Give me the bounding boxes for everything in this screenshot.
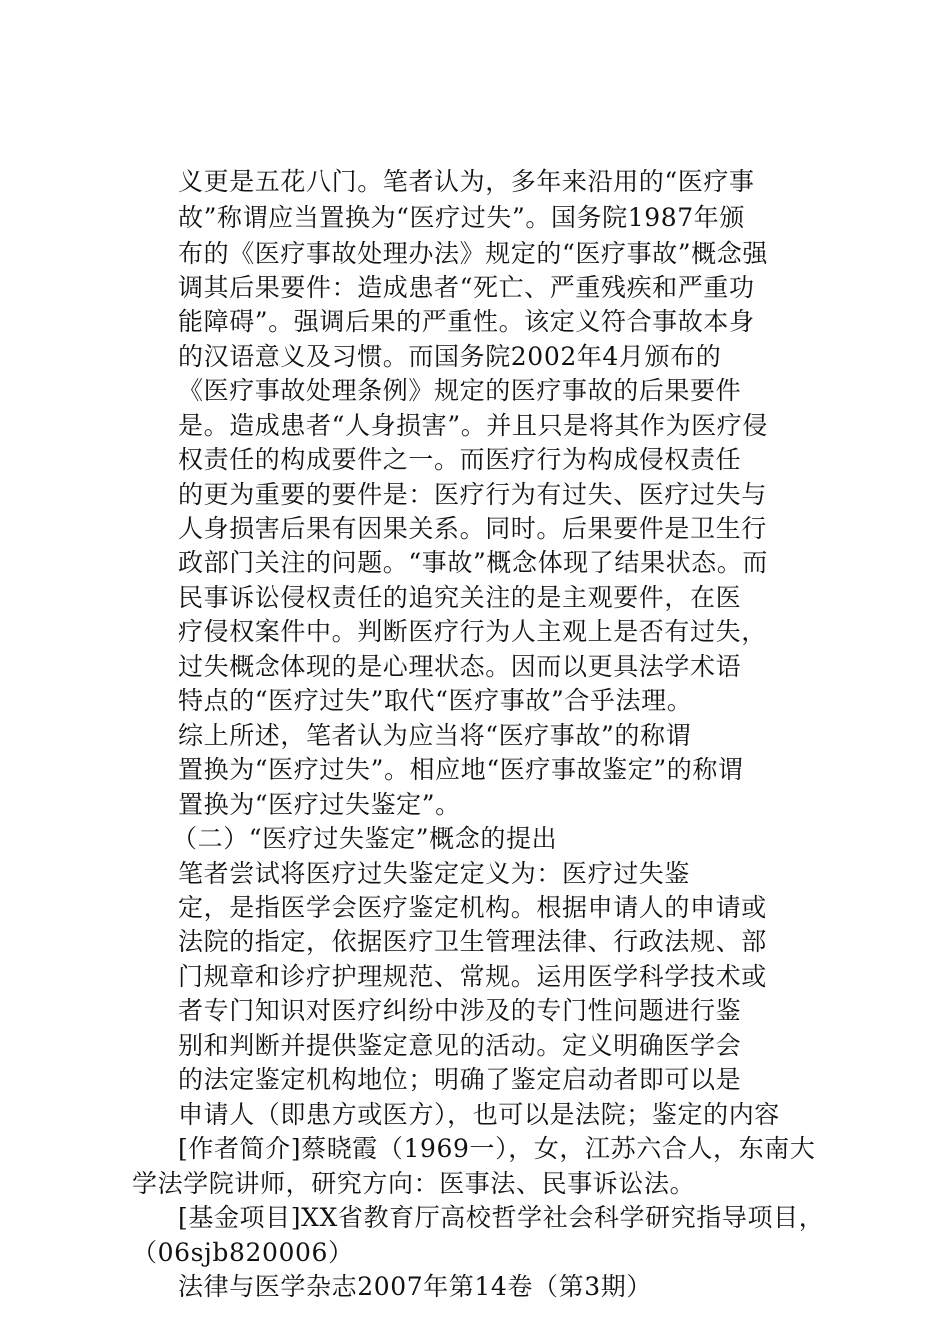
text-line: 别和判断并提供鉴定意见的活动。定义明确医学会	[178, 1031, 742, 1060]
text-line: 过失概念体现的是心理状态。因而以更具法学术语	[178, 652, 742, 681]
text-line: 法院的指定，依据医疗卫生管理法律、行政法规、部	[178, 927, 767, 956]
text-line: 人身损害后果有因果关系。同时。后果要件是卫生行	[178, 514, 767, 543]
text-line: 能障碍”。强调后果的严重性。该定义符合事故本身	[178, 307, 755, 336]
text-line: 义更是五花八门。笔者认为，多年来沿用的“医疗事	[178, 167, 755, 196]
text-line: 的更为重要的要件是：医疗行为有过失、医疗过失与	[178, 480, 767, 509]
text-line: 综上所述，笔者认为应当将“医疗事故”的称谓	[178, 721, 692, 750]
text-line: 置换为“医疗过失”。相应地“医疗事故鉴定”的称谓	[178, 755, 744, 784]
author-note-continued: 学法学院讲师，研究方向：医事法、民事诉讼法。	[132, 1169, 696, 1198]
text-line: 民事诉讼侵权责任的追究关注的是主观要件，在医	[178, 583, 742, 612]
text-line: 定，是指医学会医疗鉴定机构。根据申请人的申请或	[178, 893, 767, 922]
text-line: 政部门关注的问题。“事故”概念体现了结果状态。而	[178, 548, 768, 577]
text-line: 申请人（即患方或医方），也可以是法院；鉴定的内容	[178, 1100, 780, 1129]
text-line: 故”称谓应当置换为“医疗过失”。国务院1987年颁	[178, 203, 745, 232]
text-line: 的法定鉴定机构地位；明确了鉴定启动者即可以是	[178, 1065, 742, 1094]
text-line: 疗侵权案件中。判断医疗行为人主观上是否有过失，	[178, 617, 767, 646]
text-line: 《医疗事故处理条例》规定的医疗事故的后果要件	[178, 376, 742, 405]
text-line: 笔者尝试将医疗过失鉴定定义为：医疗过失鉴	[178, 859, 691, 888]
section-heading: （二）“医疗过失鉴定”概念的提出	[172, 824, 558, 853]
text-line: 布的《医疗事故处理办法》规定的“医疗事故”概念强	[178, 239, 768, 268]
text-line: 门规章和诊疗护理规范、常规。运用医学科学技术或	[178, 962, 767, 991]
text-line: 的汉语意义及习惯。而国务院2002年4月颁布的	[178, 342, 722, 371]
text-line: 是。造成患者“人身损害”。并且只是将其作为医疗侵	[178, 411, 768, 440]
text-line: 特点的“医疗过失”取代“医疗事故”合乎法理。	[178, 686, 693, 715]
text-line: 置换为“医疗过失鉴定”。	[178, 790, 461, 819]
text-line: 权责任的构成要件之一。而医疗行为构成侵权责任	[178, 445, 742, 474]
fund-note: [基金项目]XX省教育厅高校哲学社会科学研究指导项目，	[178, 1203, 825, 1232]
text-line: 者专门知识对医疗纠纷中涉及的专门性问题进行鉴	[178, 996, 742, 1025]
journal-citation: 法律与医学杂志2007年第14卷（第3期）	[178, 1272, 652, 1301]
author-note: [作者简介]蔡晓霞（1969一），女，江苏六合人，东南大	[178, 1134, 816, 1163]
fund-note-continued: （06sjb820006）	[132, 1238, 354, 1267]
text-line: 调其后果要件：造成患者“死亡、严重残疾和严重功	[178, 273, 755, 302]
